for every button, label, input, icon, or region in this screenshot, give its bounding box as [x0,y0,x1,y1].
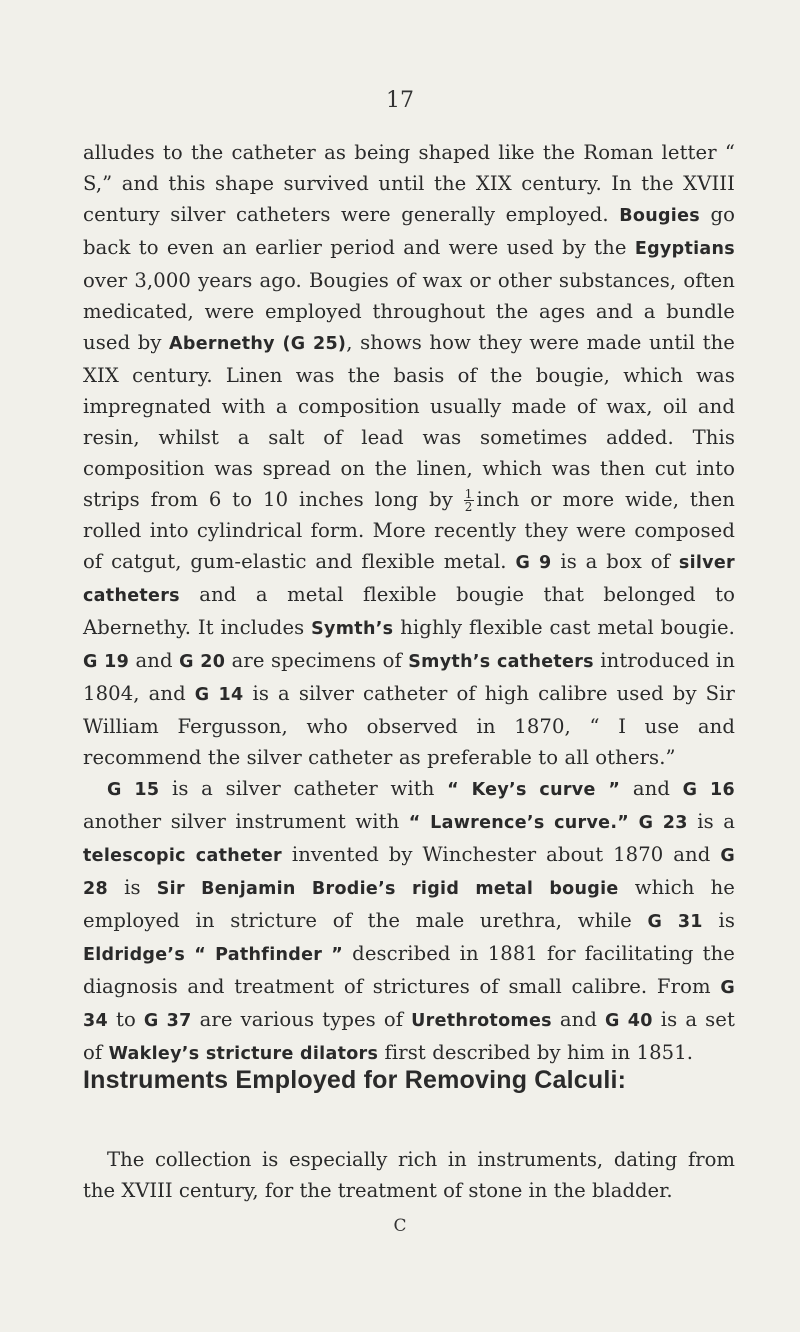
bold-term: telescopic catheter [83,846,282,866]
bold-term: Symth’s [311,619,394,639]
page-number: 17 [386,88,414,113]
bold-term: G 9 [515,553,552,573]
bold-term: G 23 [638,813,688,833]
text-run: introduced in 1804, and [83,649,735,705]
text-run: first described by him in 1851. [378,1041,694,1064]
text-run: is a box of [551,550,679,573]
bold-term: Wakley’s stricture dilators [108,1044,379,1064]
bold-term: G 40 [605,1011,653,1031]
bold-term: G 31 [647,912,703,932]
text-run: are specimens of [225,649,409,672]
paragraph-1 [83,137,735,773]
bold-term: G 28 [83,846,735,899]
text-run: and [551,1008,606,1031]
text-run: to [107,1008,144,1031]
bold-term: “ Lawrence’s curve.” [408,813,630,833]
text-run: is a set of [83,1008,735,1064]
bold-term: Egyptians [634,239,735,259]
text-run: another silver instrument with [83,810,409,833]
bold-term: Eldridge’s “ Pathfinder ” [83,945,344,965]
main-text [83,137,735,1070]
bold-term: Sir Benjamin Brodie’s rigid metal bougie [156,879,619,899]
paragraph-2 [83,773,735,1070]
bold-term: G 20 [179,652,226,672]
bold-term: Bougies [619,206,700,226]
bold-term: G 16 [682,780,735,800]
bold-term: G 14 [194,685,244,705]
text-run: highly flexible cast metal bougie. [393,616,735,639]
signature-mark: C [393,1216,407,1236]
text-run: go back to even an earlier period and were used by the [83,203,735,259]
text-run: over 3,000 years ago. Bougies of wax or other substances, often medicated, were employed throughout the ages and a bundle used by [83,269,735,354]
bold-term: Abernethy (G 25) [169,334,347,354]
text-run: , shows how they were made until the XIX century. Linen was the basis of the bougie, which was impregnated with a composition usually made of wax, oil and resin, whilst a salt of lead was sometimes added. This composition was spread on the linen, which was then cut into strips from 6 to 10 inches long by [83,331,736,511]
text-run: invented by Winchester about 1870 and [281,843,721,866]
text-run: inch or more wide, then rolled into cylindrical form. More recently they were composed of catgut, gum-elastic and flexible metal. [83,488,735,573]
text-run: which he employed in stricture of the male urethra, while [83,876,736,932]
text-run: and [620,777,683,800]
fraction-denominator: 2 [464,500,473,514]
bold-term: G 34 [83,978,735,1031]
bold-term: “ Key’s curve ” [447,780,621,800]
bold-term: G 37 [143,1011,192,1031]
text-run [629,810,638,833]
text-run: and a metal flexible bougie that belonged to Abernethy. It includes [83,583,735,639]
bold-term: Urethrotomes [411,1011,552,1031]
fraction-numerator: 1 [464,487,473,501]
text-run: is a silver catheter with [159,777,448,800]
text-run: and [129,649,180,672]
paragraph-3: The collection is especially rich in instruments, dating from the XVIII century, for the treatment of stone in the bladder. [83,1148,735,1202]
bold-term: Smyth’s catheters [408,652,594,672]
text-run: alludes to the catheter as being shaped like the Roman letter “ S,” and this shape survived until the XIX century. In the XVIII century silver catheters were generally employed. [83,141,735,226]
text-run: is [702,909,735,932]
section-heading: Instruments Employed for Removing Calculi: [83,1066,627,1094]
fraction-half [464,488,474,513]
bold-term: silver catheters [83,553,735,606]
text-run: is a silver catheter of high calibre used by Sir William Fergusson, who observed in 1870, “ I use and recommend the silver catheter as preferable to all others.” [83,682,735,769]
bold-term: G 15 [107,780,160,800]
text-run: described in 1881 for facilitating the diagnosis and treatment of strictures of small calibre. From [83,942,735,998]
bold-term: G 19 [83,652,130,672]
text-run: is [107,876,157,899]
text-run: are various types of [191,1008,412,1031]
text-run: is a [687,810,735,833]
